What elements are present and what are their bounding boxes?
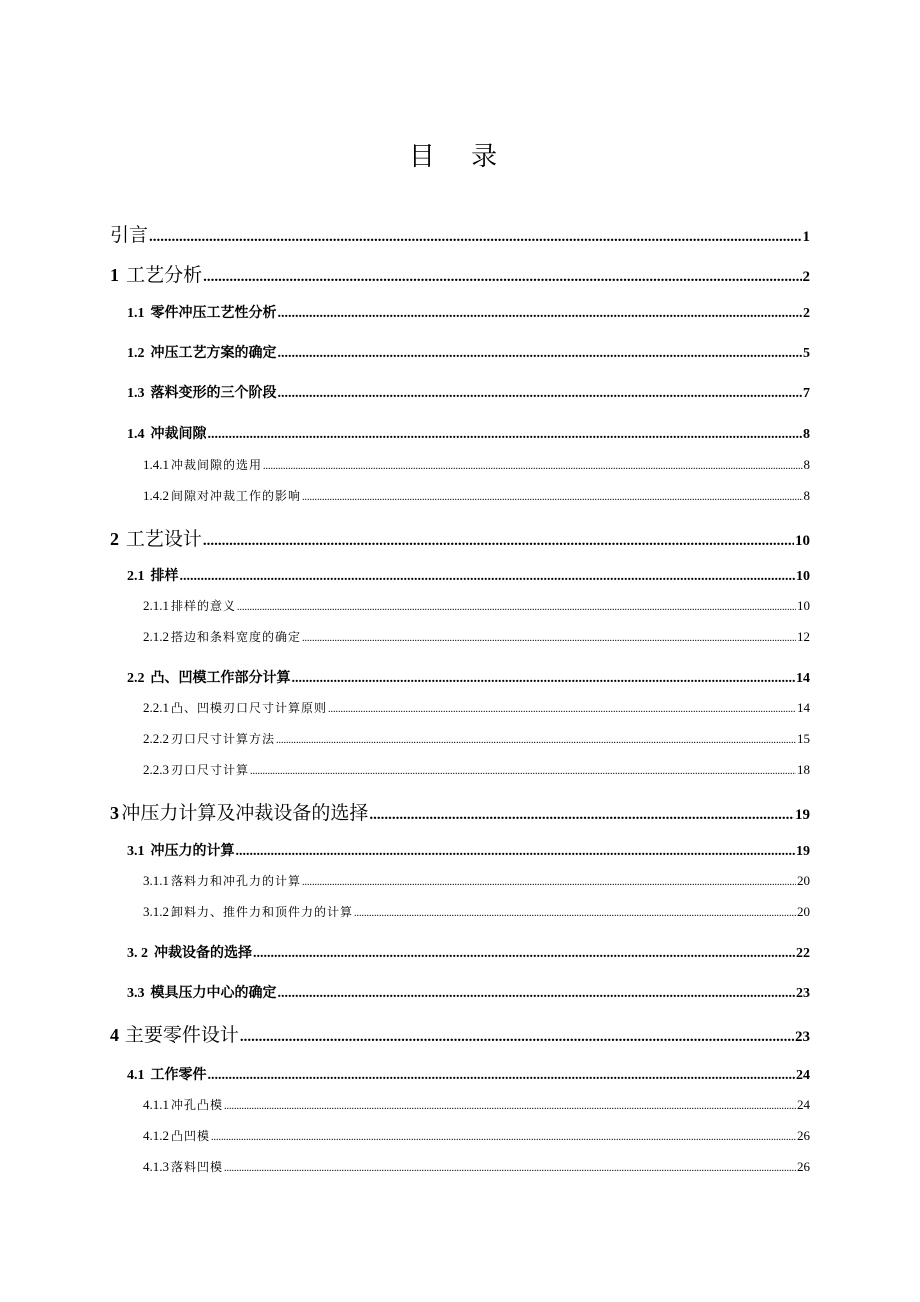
toc-dot-leader bbox=[208, 427, 803, 443]
toc-entry-page: 14 bbox=[796, 671, 810, 686]
toc-entry-number: 1.1 bbox=[127, 306, 145, 321]
toc-entry-page: 26 bbox=[797, 1159, 810, 1174]
toc-entry-number: 1.3 bbox=[127, 386, 145, 401]
toc-entry-label: 卸料力、推件力和顶件力的计算 bbox=[171, 905, 354, 919]
toc-entry[interactable] bbox=[110, 1020, 810, 1047]
toc-entry-page: 18 bbox=[797, 762, 810, 777]
toc-entry-label: 冲压工艺方案的确定 bbox=[150, 345, 277, 361]
toc-dot-leader bbox=[302, 633, 796, 644]
toc-entry-number: 1.4 bbox=[127, 427, 145, 442]
toc-entry-label: 排样的意义 bbox=[171, 599, 237, 613]
toc-entry-label: 刃口尺寸计算方法 bbox=[171, 732, 276, 746]
toc-entry-number: 2.1 bbox=[127, 569, 145, 584]
toc-dot-leader bbox=[278, 346, 803, 362]
toc-dot-leader bbox=[328, 704, 796, 715]
toc-entry-label: 工艺设计 bbox=[125, 528, 202, 550]
toc-entry-label: 落料变形的三个阶段 bbox=[150, 385, 277, 401]
page-title: 目 录 bbox=[408, 142, 512, 172]
toc-entry-label: 工作零件 bbox=[150, 1067, 207, 1083]
toc-entry-label: 排样 bbox=[150, 568, 179, 584]
toc-entry-page: 20 bbox=[797, 904, 810, 919]
toc-entry-page: 8 bbox=[803, 457, 810, 472]
toc-entry-label: 凸、凹模工作部分计算 bbox=[150, 670, 291, 686]
toc-entry-label: 冲裁设备的选择 bbox=[154, 945, 252, 961]
toc-dot-leader bbox=[369, 807, 794, 824]
toc-entry-page: 19 bbox=[796, 844, 810, 859]
toc-entry-label: 冲裁间隙 bbox=[150, 426, 207, 442]
toc-entry-page: 24 bbox=[797, 1097, 810, 1112]
toc-entry-page: 7 bbox=[803, 386, 810, 401]
toc-dot-leader bbox=[263, 461, 802, 472]
toc-dot-leader bbox=[278, 386, 803, 402]
toc-entry-label: 刃口尺寸计算 bbox=[171, 763, 250, 777]
toc-entry[interactable] bbox=[143, 1127, 810, 1144]
toc-dot-leader bbox=[208, 1068, 796, 1084]
toc-entry[interactable] bbox=[143, 872, 810, 889]
toc-dot-leader bbox=[302, 877, 796, 888]
toc-entry-label: 引言 bbox=[110, 224, 149, 246]
toc-entry-label: 冲孔凸模 bbox=[171, 1098, 224, 1112]
toc-entry-number: 2.1.1 bbox=[143, 598, 169, 613]
toc-entry-label: 间隙对冲裁工作的影响 bbox=[171, 489, 302, 503]
toc-entry[interactable] bbox=[143, 1096, 810, 1113]
toc-entry-page: 1 bbox=[802, 229, 810, 245]
toc-entry-page: 20 bbox=[797, 873, 810, 888]
toc-entry-label: 落料凹模 bbox=[171, 1160, 224, 1174]
toc-entry-page: 12 bbox=[797, 629, 810, 644]
toc-entry-page: 2 bbox=[802, 269, 810, 285]
toc-entry-number: 3. 2 bbox=[127, 946, 148, 961]
toc-entry-number: 2 bbox=[110, 529, 119, 549]
toc-entry-number: 2.2.2 bbox=[143, 731, 169, 746]
toc-entry-label: 主要零件设计 bbox=[124, 1024, 239, 1046]
toc-entry-number: 1.2 bbox=[127, 346, 145, 361]
toc-dot-leader bbox=[250, 766, 796, 777]
toc-entry[interactable] bbox=[127, 1064, 810, 1084]
toc-entry-label: 冲裁间隙的选用 bbox=[171, 458, 263, 472]
toc-dot-leader bbox=[203, 533, 794, 550]
toc-entry[interactable] bbox=[143, 761, 810, 778]
toc-entry-number: 2.2.1 bbox=[143, 700, 169, 715]
toc-entry-number: 2.2.3 bbox=[143, 762, 169, 777]
toc-dot-leader bbox=[276, 735, 796, 746]
toc-entry[interactable] bbox=[110, 524, 810, 551]
toc-entry-number: 4 bbox=[110, 1025, 119, 1045]
toc-entry-page: 8 bbox=[803, 488, 810, 503]
toc-dot-leader bbox=[149, 229, 801, 246]
toc-entry[interactable] bbox=[127, 565, 810, 585]
toc-entry-page: 2 bbox=[803, 306, 810, 321]
toc-entry[interactable] bbox=[127, 667, 810, 687]
toc-entry-number: 4.1.1 bbox=[143, 1097, 169, 1112]
toc-entry[interactable] bbox=[143, 730, 810, 747]
toc-entry-number: 1 bbox=[110, 265, 119, 285]
toc-entry[interactable] bbox=[110, 220, 810, 247]
toc-entry-number: 2.2 bbox=[127, 671, 145, 686]
toc-entry-label: 凸凹模 bbox=[171, 1129, 211, 1143]
toc-entry-label: 零件冲压工艺性分析 bbox=[150, 305, 277, 321]
toc-dot-leader bbox=[292, 671, 796, 687]
toc-entry-page: 24 bbox=[796, 1068, 810, 1083]
toc-entry[interactable] bbox=[143, 699, 810, 716]
toc-dot-leader bbox=[237, 602, 796, 613]
toc-entry-page: 10 bbox=[796, 569, 810, 584]
toc-entry-label: 工艺分析 bbox=[126, 264, 203, 286]
toc-entry-label: 落料力和冲孔力的计算 bbox=[171, 874, 302, 888]
toc-entry-number: 3.1.2 bbox=[143, 904, 169, 919]
toc-entry-page: 22 bbox=[796, 946, 810, 961]
toc-dot-leader bbox=[224, 1163, 796, 1174]
toc-dot-leader bbox=[224, 1101, 796, 1112]
toc-entry-page: 5 bbox=[803, 346, 810, 361]
toc-entry-number: 3.3 bbox=[127, 986, 145, 1001]
toc-entry-number: 4.1.3 bbox=[143, 1159, 169, 1174]
toc-entry-label: 冲压力的计算 bbox=[150, 843, 235, 859]
toc-entry[interactable] bbox=[110, 260, 810, 287]
toc-entry[interactable] bbox=[143, 456, 810, 473]
toc-entry[interactable] bbox=[143, 903, 810, 920]
toc-dot-leader bbox=[240, 1029, 794, 1046]
toc-entry[interactable] bbox=[127, 982, 810, 1002]
toc-entry-number: 3 bbox=[110, 803, 119, 823]
toc-entry-page: 10 bbox=[795, 533, 810, 549]
toc-entry-page: 14 bbox=[797, 700, 810, 715]
toc-entry-number: 2.1.2 bbox=[143, 629, 169, 644]
toc-entry-page: 10 bbox=[797, 598, 810, 613]
toc-entry[interactable] bbox=[127, 382, 810, 402]
toc-dot-leader bbox=[211, 1132, 796, 1143]
toc-entry-number: 3.1 bbox=[127, 844, 145, 859]
toc-entry-page: 15 bbox=[797, 731, 810, 746]
toc-entry[interactable] bbox=[143, 628, 810, 645]
toc-entry-number: 3.1.1 bbox=[143, 873, 169, 888]
toc-dot-leader bbox=[302, 492, 802, 503]
toc-dot-leader bbox=[253, 946, 795, 962]
toc-entry[interactable] bbox=[127, 423, 810, 443]
toc-dot-leader bbox=[278, 306, 803, 322]
toc-dot-leader bbox=[278, 986, 796, 1002]
toc-entry[interactable] bbox=[127, 342, 810, 362]
toc-entry-number: 1.4.2 bbox=[143, 488, 169, 503]
toc-entry[interactable] bbox=[127, 942, 810, 962]
toc-entry-label: 冲压力计算及冲裁设备的选择 bbox=[121, 802, 369, 824]
toc-entry[interactable] bbox=[143, 487, 810, 504]
toc-dot-leader bbox=[236, 844, 796, 860]
toc-entry-page: 26 bbox=[797, 1128, 810, 1143]
toc-dot-leader bbox=[180, 569, 796, 585]
toc-entry[interactable] bbox=[110, 798, 810, 825]
toc-entry-page: 23 bbox=[795, 1029, 810, 1045]
toc-entry-number: 4.1 bbox=[127, 1068, 145, 1083]
toc-entry-label: 搭边和条料宽度的确定 bbox=[171, 630, 302, 644]
toc-entry[interactable] bbox=[143, 1158, 810, 1175]
toc-entry[interactable] bbox=[127, 840, 810, 860]
toc-entry[interactable] bbox=[143, 597, 810, 614]
toc-entry-page: 8 bbox=[803, 427, 810, 442]
toc-entry-label: 模具压力中心的确定 bbox=[150, 985, 277, 1001]
toc-entry-page: 19 bbox=[795, 807, 810, 823]
toc-entry[interactable] bbox=[127, 302, 810, 322]
toc-entry-label: 凸、凹模刃口尺寸计算原则 bbox=[171, 701, 328, 715]
toc-dot-leader bbox=[354, 908, 796, 919]
toc-entry-page: 23 bbox=[796, 986, 810, 1001]
toc-entry-number: 4.1.2 bbox=[143, 1128, 169, 1143]
toc-entry-number: 1.4.1 bbox=[143, 457, 169, 472]
toc-dot-leader bbox=[203, 269, 801, 286]
